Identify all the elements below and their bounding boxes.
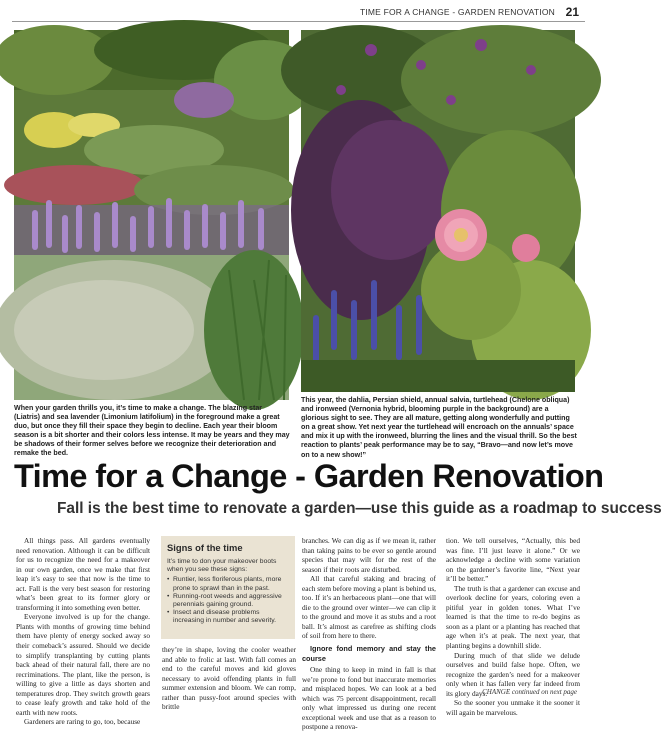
continued-note xyxy=(482,688,577,696)
sidebar-item: • Insect and disease problems increasing in number and severity. xyxy=(167,609,289,625)
article-title: Time for a Change - Garden Renovation xyxy=(14,458,604,494)
dahlia-garden-image xyxy=(301,30,575,392)
body-paragraph: The truth is that a gardener can excuse and overlook decline for years, coloring even a pitiful year in golden tones. What I’ve learned is that the time to re-do begins as soon as a plant or a planting has reached that age when it’s at peak. The next year, that planting begins a downhill slide. xyxy=(446,583,580,651)
page-number: 21 xyxy=(565,5,579,19)
garden-photo-liatris xyxy=(14,30,289,400)
sidebar-intro: It’s time to don your makeover boots when you see these signs: xyxy=(167,558,277,574)
body-paragraph: Gardeners are raring to go, too, because xyxy=(24,717,141,727)
body-paragraph: All things pass. All gardens eventually need renovation. Although it can be difficult for us to recognize the need for a makeover in our own garden, once we make that first leap it’s easy to see that now is the time to act. Fall is the very best season for restoring what’s been great to its former glory or transforming it into something even better. xyxy=(16,536,150,612)
body-paragraph: they’re in shape, loving the cooler weather and able to frolic at last. With fall comes an end to the careful moves and kid gloves necessary to avoid offending plants in full summer extension and bloom. We can romp, rather than pussy-foot around species with brittle xyxy=(162,645,296,712)
article-deck: Fall is the best time to renovate a garden—use this guide as a roadmap to success xyxy=(57,500,662,517)
caption-left: When your garden thrills you, it’s time to make a change. The blazing star (Liatris) and sea lavender (Limonium latifolium) in the foreground make a great duo, but once they fill their space they begin to decline. Each year their bloom season is a bit shorter and their colors less intense. It may be years and they may be shadows of their former selves before we recognize their deterioration and remake the bed. xyxy=(14,404,290,458)
sidebar-item: • Running-root weeds and aggressive perennials gaining ground. xyxy=(167,593,289,609)
body-column-2 xyxy=(162,645,296,712)
body-paragraph: All that careful staking and bracing of each stem before moving a plant is behind us, too. If it’s an herbaceous plant—one that will die to the ground over winter—we can clip it to the ground and move it as stubs and a root ball. It’s almost as carefree as shifting clods of soil from here to there. xyxy=(302,574,436,641)
body-paragraph: So the sooner you unmake it the sooner it will again be marvelous. xyxy=(446,698,580,717)
body-column-1 xyxy=(16,536,150,727)
running-head xyxy=(0,6,597,20)
body-paragraph: One thing to keep in mind in fall is that we’re prone to fond but inaccurate memories and misplaced hopes. We can look at a bed which was 75 percent disappointment, recall only what impressed us during one recent exceptional week and use that as a reason to postpone a renova- xyxy=(302,665,436,732)
sidebar-title: Signs of the time xyxy=(167,542,243,553)
sidebar-list xyxy=(167,576,289,625)
body-paragraph: During much of that slide we delude ourselves and build false hope. Often, we recognize the garden’s need for a makeover only when it has fallen very far indeed from its glory days. xyxy=(446,650,580,698)
section-title: TIME FOR A CHANGE - GARDEN RENOVATION xyxy=(359,7,555,17)
section-subhead: Ignore fond memory and stay the course xyxy=(302,644,436,663)
body-paragraph: tion. We tell ourselves, “Actually, this bed was fine. I’ll just leave it alone.” Or we acknowledge a decline with some variation on the gardener’s favorite line, “Next year it’ll be better.” xyxy=(446,536,580,584)
body-column-3 xyxy=(302,536,436,732)
signs-sidebar xyxy=(161,536,295,639)
sidebar-item: • Runtier, less floriferous plants, more prone to sprawl than in the past. xyxy=(167,576,289,592)
body-paragraph: branches. We can dig as if we mean it, rather than taking pains to be ever so gentle around species that may wilt for the rest of the season if their roots are disturbed. xyxy=(302,536,436,574)
liatris-garden-image xyxy=(14,30,289,400)
continued-text: continued on next page xyxy=(510,688,577,696)
body-paragraph: Everyone involved is up for the change. Plants with months of growing time behind them have plenty of energy socked away so their comeback’s assured. Should we decide to simplify transplanting by cutting plants back ahead of their natural fall, there are no recriminations. The plant, like the person, is willing to give a little as days shorten and temperatures drop. They switch growth gears to cease leafy growth and take hold of the earth with new roots. xyxy=(16,612,150,717)
caption-right: This year, the dahlia, Persian shield, annual salvia, turtlehead (Chelone obliqua) and ironweed (Vernonia hybrid, blooming purple in the background) are a glorious sight to see. They are all mature, getting along wonderfully and putting on a great show. Yet next year the turtlehead will encroach on the annuals’ space and mix it up with the ironweed, blurring the lines and the visual thrill. So the best reaction to plants’ peak performance may be to say, “Bravo—and now let’s move on to a new show!” xyxy=(301,396,577,459)
continued-label: CHANGE xyxy=(482,688,511,696)
header-rule xyxy=(12,21,585,22)
garden-photo-dahlia xyxy=(301,30,575,392)
